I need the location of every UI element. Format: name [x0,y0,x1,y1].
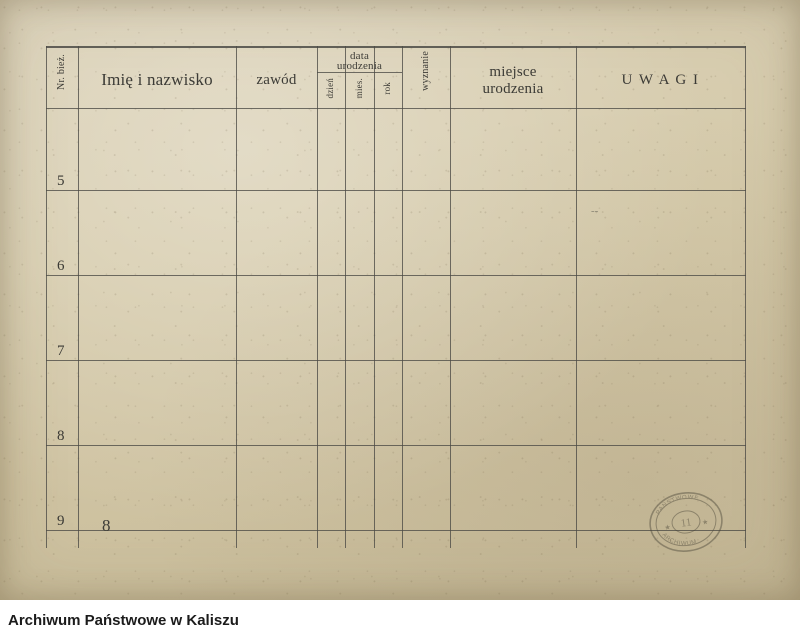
caption-bar [0,600,800,640]
row-number: 6 [57,258,65,274]
row-number: 9 [57,513,65,529]
archival-stamp [643,487,729,557]
row-number: 7 [57,343,65,359]
header-birthdate-line1: data [349,50,370,62]
col-rule-job-date [317,46,318,548]
header-birthdate-month: mies. [354,78,364,99]
row-number: 8 [57,428,65,444]
col-rule-year-religion [402,46,403,548]
col-rule-right [745,46,746,548]
archive-attribution-caption: Archiwum Państwowe w Kaliszu [8,611,239,629]
header-nr: Nr. bież. [56,54,67,90]
svg-text:11: 11 [680,516,693,530]
col-rule-left [46,46,47,548]
col-rule-religion-place [450,46,451,548]
col-rule-nr-name [78,46,79,548]
registry-table [46,46,746,548]
row-rule-7 [46,360,746,361]
header-name: Imię i nazwisko [101,70,213,89]
header-birthdate-line2: urodzenia [336,60,383,72]
table-top-border [46,46,746,48]
row-number: 5 [57,173,65,189]
col-rule-place-notes [576,46,577,548]
col-rule-month-year [374,46,375,548]
handwritten-mark: 8 [102,516,111,535]
svg-text:ARCHIWUM: ARCHIWUM [660,532,698,548]
header-bottom-rule [46,108,746,109]
svg-text:★: ★ [664,524,672,533]
header-birthdate-day: dzień [325,78,335,99]
svg-text:★: ★ [701,518,709,527]
header-job: zawód [256,72,297,88]
col-rule-day-month [345,46,346,548]
row-rule-6 [46,275,746,276]
header-notes: U W A G I [621,72,700,88]
row-rule-8 [46,445,746,446]
header-religion: wyznanie [420,51,431,91]
header-birthplace-line2: urodzenia [482,81,544,97]
svg-text:PAŃSTWOWE: PAŃSTWOWE [655,494,700,516]
faint-smudge-mark: -- [591,205,599,217]
col-rule-name-job [236,46,237,548]
header-birthdate-year: rok [382,82,392,95]
row-rule-5 [46,190,746,191]
row-rule-9 [46,530,746,531]
header-birthplace-line1: miejsce [489,64,537,80]
